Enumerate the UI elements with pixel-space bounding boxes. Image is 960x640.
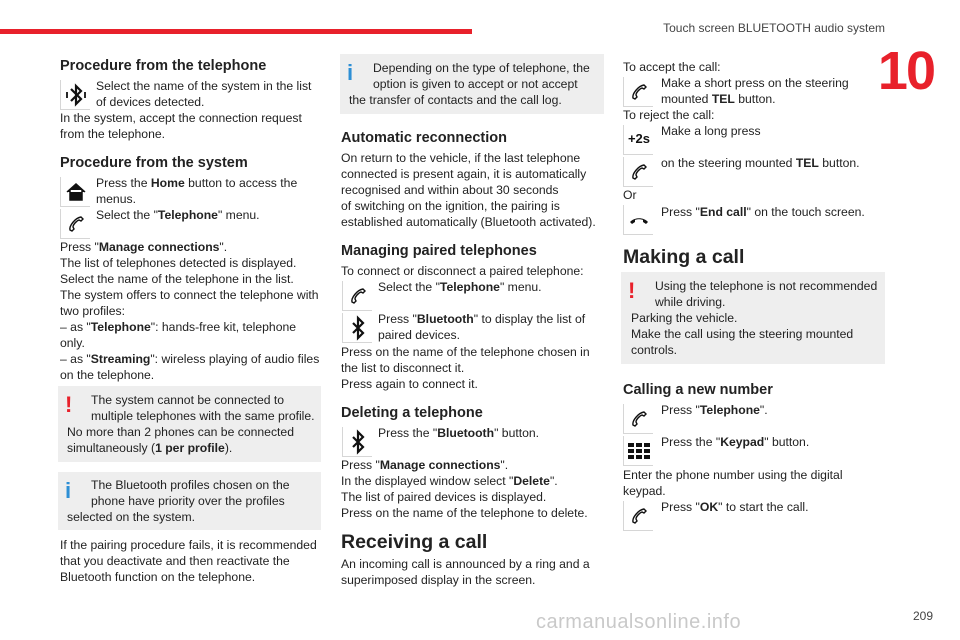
keypad-icon xyxy=(623,436,653,466)
phone-step-2: of devices detected. xyxy=(96,95,205,109)
delete-step-manage: Press "Manage connections". xyxy=(341,458,509,472)
reject-tel-line: on the steering mounted TEL button. xyxy=(661,156,860,170)
info-text: selected on the system. xyxy=(67,510,196,524)
info-text: The Bluetooth profiles chosen on the xyxy=(91,478,290,492)
info-text: the transfer of contacts and the call log. xyxy=(349,93,562,107)
heading-deleting-telephone: Deleting a telephone xyxy=(341,405,483,421)
info-text: Depending on the type of telephone, the xyxy=(373,61,590,75)
profile-telephone-line: – as "Telephone": hands-free kit, telephone xyxy=(60,320,297,334)
end-call-line: Press "End call" on the touch screen. xyxy=(661,205,865,219)
phone-step-4: from the telephone. xyxy=(60,127,166,141)
warning-exclamation-icon: ! xyxy=(628,278,636,303)
system-step-3: Select the "Telephone" menu. xyxy=(96,208,260,222)
manage-connections-line: Press "Manage connections". xyxy=(60,240,228,254)
phone-step-1: Select the name of the system in the list xyxy=(96,79,312,93)
manage-step-telephone: Select the "Telephone" menu. xyxy=(378,280,542,294)
warning-text: Make the call using the steering mounted xyxy=(631,327,854,341)
home-icon xyxy=(60,177,90,207)
header-title: Touch screen BLUETOOTH audio system xyxy=(663,21,885,35)
warning-text: The system cannot be connected to xyxy=(91,393,285,407)
warning-text-profile: simultaneously (1 per profile). xyxy=(67,441,233,455)
long-press-icon xyxy=(623,125,653,155)
profile-streaming-line: – as "Streaming": wireless playing of audio files xyxy=(60,352,320,366)
delete-step-bluetooth: Press the "Bluetooth" button. xyxy=(378,426,540,440)
heading-procedure-system: Procedure from the system xyxy=(60,155,248,171)
warning-text: Parking the vehicle. xyxy=(631,311,738,325)
text-line: Press again to connect it. xyxy=(341,377,478,391)
system-step-1: Press the Home button to access the xyxy=(96,176,298,190)
text-line: the list to disconnect it. xyxy=(341,361,465,375)
text-line: An incoming call is announced by a ring and a xyxy=(341,557,590,571)
text-line: To connect or disconnect a paired telephone: xyxy=(341,264,584,278)
text-line: of switching on the ignition, the pairing is xyxy=(341,199,560,213)
text-line: only. xyxy=(60,336,85,350)
bluetooth-icon xyxy=(342,427,372,457)
text-line: that you deactivate and then reactivate the xyxy=(60,554,290,568)
delete-step-select: In the displayed window select "Delete". xyxy=(341,474,558,488)
telephone-handset-icon xyxy=(623,157,653,187)
header-accent-bar xyxy=(0,29,472,34)
info-text: phone have priority over the profiles xyxy=(91,494,285,508)
text-line: paired devices. xyxy=(378,328,460,342)
heading-automatic-reconnection: Automatic reconnection xyxy=(341,130,507,146)
manage-step-bluetooth: Press "Bluetooth" to display the list of xyxy=(378,312,586,326)
heading-procedure-telephone: Procedure from the telephone xyxy=(60,58,267,74)
bluetooth-connect-icon xyxy=(60,80,90,110)
text-line: The system offers to connect the telephone with xyxy=(60,288,319,302)
text-line: Or xyxy=(623,188,637,202)
text-line: Make a long press xyxy=(661,124,761,138)
end-call-icon xyxy=(623,205,653,235)
newnum-step-keypad: Press the "Keypad" button. xyxy=(661,435,810,449)
chapter-number: 10 xyxy=(877,41,934,101)
warning-exclamation-icon: ! xyxy=(65,392,73,417)
phone-step-3: In the system, accept the connection request xyxy=(60,111,302,125)
heading-managing-paired: Managing paired telephones xyxy=(341,243,537,259)
text-line: connected is present again, it is automatically xyxy=(341,167,587,181)
text-line: The list of telephones detected is displayed. xyxy=(60,256,297,270)
heading-receiving-call: Receiving a call xyxy=(341,531,488,553)
long-press-label: +2s xyxy=(627,131,651,146)
warning-text: controls. xyxy=(631,343,678,357)
text-line: established automatically (Bluetooth activated). xyxy=(341,215,596,229)
text-line: On return to the vehicle, if the last telephone xyxy=(341,151,581,165)
warning-text: No more than 2 phones can be connected xyxy=(67,425,294,439)
telephone-handset-icon xyxy=(60,209,90,239)
text-line: Bluetooth function on the telephone. xyxy=(60,570,256,584)
text-line: superimposed display in the screen. xyxy=(341,573,536,587)
text-line: If the pairing procedure fails, it is recommended xyxy=(60,538,317,552)
text-line: two profiles: xyxy=(60,304,126,318)
text-line: Enter the phone number using the digital xyxy=(623,468,843,482)
telephone-handset-icon xyxy=(623,501,653,531)
warning-text: Using the telephone is not recommended xyxy=(655,279,878,293)
newnum-step-ok: Press "OK" to start the call. xyxy=(661,500,809,514)
telephone-handset-icon xyxy=(623,404,653,434)
info-i-icon: i xyxy=(65,478,72,503)
text-line: To reject the call: xyxy=(623,108,715,122)
heading-calling-new-number: Calling a new number xyxy=(623,382,773,398)
info-text: option is given to accept or not accept xyxy=(373,77,578,91)
warning-text: multiple telephones with the same profile. xyxy=(91,409,315,423)
newnum-step-telephone: Press "Telephone". xyxy=(661,403,768,417)
text-line: Make a short press on the steering xyxy=(661,76,849,90)
heading-making-call: Making a call xyxy=(623,246,745,268)
page-number: 209 xyxy=(912,609,933,623)
warning-text: while driving. xyxy=(655,295,726,309)
text-line: recognised and within about 30 seconds xyxy=(341,183,559,197)
text-line: Press on the name of the telephone chosen in xyxy=(341,345,590,359)
text-line: on the telephone. xyxy=(60,368,155,382)
info-i-icon: i xyxy=(347,60,354,85)
text-line: Press on the name of the telephone to delete. xyxy=(341,506,588,520)
text-line: Select the name of the telephone in the list. xyxy=(60,272,294,286)
bluetooth-icon xyxy=(342,313,372,343)
system-step-2: menus. xyxy=(96,192,136,206)
text-line: keypad. xyxy=(623,484,666,498)
telephone-handset-icon xyxy=(342,281,372,311)
accept-tel-line: mounted TEL button. xyxy=(661,92,776,106)
telephone-handset-icon xyxy=(623,77,653,107)
text-line: To accept the call: xyxy=(623,60,721,74)
text-line: The list of paired devices is displayed. xyxy=(341,490,547,504)
watermark: carmanualsonline.info xyxy=(536,611,742,633)
